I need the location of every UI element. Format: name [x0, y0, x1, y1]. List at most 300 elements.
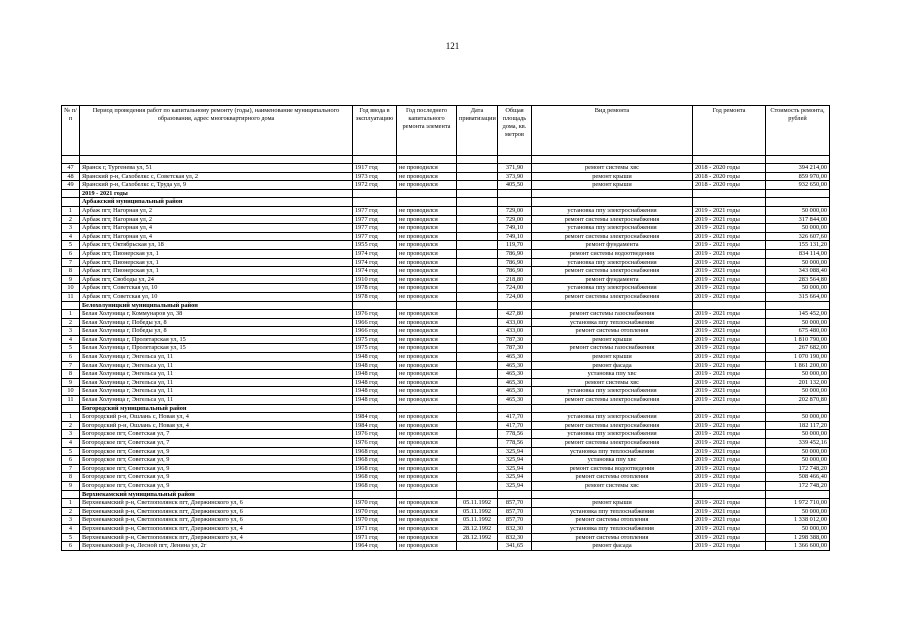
row-last-repair: не проводился [397, 456, 457, 465]
row-address: Белая Холуница г, Коммунаров ул, 38 [80, 310, 353, 319]
row-area: 119,70 [498, 241, 532, 250]
table-row [62, 387, 830, 396]
row-num: 7 [62, 258, 80, 267]
row-cost: 394 214,00 [766, 164, 830, 173]
row-address: Белая Холуница г, Пролетарская ул, 15 [80, 344, 353, 353]
table-body [62, 164, 830, 551]
group-empty-cell [457, 404, 498, 413]
row-cost: 834 114,00 [766, 249, 830, 258]
table-row [62, 344, 830, 353]
row-cost: 283 564,80 [766, 275, 830, 284]
table-row [62, 249, 830, 258]
row-work-type: ремонт системы электроснабжения [532, 267, 693, 276]
row-privatization [457, 421, 498, 430]
row-year-built: 1977 год [353, 206, 397, 215]
row-cost: 172 748,20 [766, 464, 830, 473]
row-area: 325,94 [498, 447, 532, 456]
group-empty-cell [457, 301, 498, 310]
row-work-type: ремонт фасада [532, 542, 693, 551]
row-repair-year: 2019 - 2021 годы [693, 447, 766, 456]
row-privatization [457, 361, 498, 370]
row-area: 857,70 [498, 499, 532, 508]
row-num: 2 [62, 507, 80, 516]
row-num: 4 [62, 232, 80, 241]
row-address: Белая Холуница г, Энгельса ул, 11 [80, 378, 353, 387]
row-last-repair: не проводился [397, 421, 457, 430]
row-repair-year: 2018 - 2020 годы [693, 172, 766, 181]
group-empty-cell [353, 490, 397, 499]
header-area: Общая площадь дома, кв. метров [498, 106, 532, 156]
table-row [62, 206, 830, 215]
header-work-type: Вид ремонта [532, 106, 693, 156]
row-privatization [457, 447, 498, 456]
row-work-type: ремонт системы отопления [532, 533, 693, 542]
row-privatization [457, 456, 498, 465]
row-address: Верхнекамский р-н, Светлополянск пгт, Дзержинского ул, 6 [80, 507, 353, 516]
row-year-built: 1968 год [353, 473, 397, 482]
row-num: 3 [62, 327, 80, 336]
row-num: 1 [62, 206, 80, 215]
row-last-repair: не проводился [397, 275, 457, 284]
row-num: 10 [62, 284, 80, 293]
row-privatization [457, 542, 498, 551]
row-work-type: ремонт системы хвс [532, 378, 693, 387]
row-num: 2 [62, 215, 80, 224]
row-work-type: ремонт системы электроснабжения [532, 215, 693, 224]
row-last-repair: не проводился [397, 413, 457, 422]
row-num: 8 [62, 370, 80, 379]
row-work-type: ремонт системы отопления [532, 473, 693, 482]
row-area: 857,70 [498, 507, 532, 516]
row-repair-year: 2019 - 2021 годы [693, 258, 766, 267]
row-cost: 155 131,20 [766, 241, 830, 250]
row-address: Богородское пгт, Советская ул, 9 [80, 447, 353, 456]
row-area: 786,90 [498, 267, 532, 276]
row-year-built: 1964 год [353, 542, 397, 551]
row-repair-year: 2019 - 2021 годы [693, 224, 766, 233]
row-cost: 315 664,00 [766, 292, 830, 301]
row-cost: 50 000,00 [766, 224, 830, 233]
row-privatization [457, 413, 498, 422]
table-row [62, 258, 830, 267]
row-num: 9 [62, 378, 80, 387]
row-repair-year: 2019 - 2021 годы [693, 499, 766, 508]
row-year-built: 1978 год [353, 284, 397, 293]
row-cost: 343 088,40 [766, 267, 830, 276]
row-work-type: установка ппу электроснабжения [532, 284, 693, 293]
row-num: 4 [62, 439, 80, 448]
table-row [62, 275, 830, 284]
row-repair-year: 2019 - 2021 годы [693, 327, 766, 336]
row-address: Арбаж пгт, Советская ул, 10 [80, 284, 353, 293]
group-label: Верхнекамский муниципальный район [80, 490, 353, 499]
table-row [62, 413, 830, 422]
group-empty-cell [498, 404, 532, 413]
row-area: 371,90 [498, 164, 532, 173]
group-empty-cell [693, 198, 766, 207]
row-address: Арбаж пгт, Пионерская ул, 1 [80, 258, 353, 267]
row-address: Арбаж пгт, Нагорная ул, 4 [80, 232, 353, 241]
row-address: Богородское пгт, Советская ул, 9 [80, 464, 353, 473]
row-area: 465,30 [498, 353, 532, 362]
row-last-repair: не проводился [397, 206, 457, 215]
row-cost: 50 000,00 [766, 206, 830, 215]
row-num: 9 [62, 275, 80, 284]
row-privatization [457, 318, 498, 327]
row-area: 465,30 [498, 387, 532, 396]
row-area: 749,10 [498, 232, 532, 241]
table-row [62, 447, 830, 456]
row-year-built: 1976 год [353, 430, 397, 439]
row-address: Богородский р-н, Ошлань с, Новая ул, 4 [80, 421, 353, 430]
row-num: 7 [62, 464, 80, 473]
row-cost: 182 117,20 [766, 421, 830, 430]
row-num: 2 [62, 318, 80, 327]
header-spacer-row [62, 156, 830, 164]
row-year-built: 1948 год [353, 387, 397, 396]
row-repair-year: 2019 - 2021 годы [693, 267, 766, 276]
row-privatization [457, 439, 498, 448]
row-last-repair: не проводился [397, 318, 457, 327]
row-year-built: 1975 год [353, 335, 397, 344]
row-cost: 317 844,00 [766, 215, 830, 224]
row-privatization: 05.11.1992 [457, 507, 498, 516]
row-work-type: установка ппу теплоснабжения [532, 318, 693, 327]
page-number: 121 [445, 41, 460, 51]
row-repair-year: 2019 - 2021 годы [693, 370, 766, 379]
row-area: 857,70 [498, 516, 532, 525]
row-num: 1 [62, 310, 80, 319]
row-work-type: установка ппу электроснабжения [532, 430, 693, 439]
row-work-type: установка ппу электроснабжения [532, 258, 693, 267]
row-repair-year: 2019 - 2021 годы [693, 318, 766, 327]
group-empty-cell [766, 404, 830, 413]
row-year-built: 1977 год [353, 232, 397, 241]
row-num: 2 [62, 421, 80, 430]
group-label: 2019 - 2021 годы [80, 189, 353, 198]
row-year-built: 1955 год [353, 241, 397, 250]
row-privatization [457, 267, 498, 276]
row-work-type: ремонт системы отопления [532, 327, 693, 336]
row-cost: 326 607,60 [766, 232, 830, 241]
row-address: Богородское пгт, Советская ул, 7 [80, 439, 353, 448]
row-area: 724,00 [498, 292, 532, 301]
row-year-built: 1968 год [353, 447, 397, 456]
row-privatization [457, 292, 498, 301]
row-num: 6 [62, 456, 80, 465]
row-privatization [457, 430, 498, 439]
row-last-repair: не проводился [397, 533, 457, 542]
group-empty-cell [498, 301, 532, 310]
row-year-built: 1977 год [353, 215, 397, 224]
row-last-repair: не проводился [397, 473, 457, 482]
row-address: Арбаж пгт, Нагорная ул, 2 [80, 215, 353, 224]
row-year-built: 1968 год [353, 456, 397, 465]
row-year-built: 1984 год [353, 421, 397, 430]
row-area: 373,90 [498, 172, 532, 181]
group-empty-cell [532, 301, 693, 310]
row-privatization [457, 344, 498, 353]
row-area: 433,00 [498, 327, 532, 336]
header-last-repair: Год последнего капитального ремонта элемента [397, 106, 457, 156]
table-row [62, 310, 830, 319]
table-row [62, 327, 830, 336]
row-year-built: 1970 год [353, 516, 397, 525]
row-cost: 932 650,00 [766, 181, 830, 190]
row-repair-year: 2019 - 2021 годы [693, 232, 766, 241]
group-label: Богородский муниципальный район [80, 404, 353, 413]
row-work-type: установка ппу теплоснабжения [532, 447, 693, 456]
row-work-type: ремонт крыши [532, 181, 693, 190]
group-num-cell [62, 189, 80, 198]
row-last-repair: не проводился [397, 335, 457, 344]
group-empty-cell [397, 404, 457, 413]
row-year-built: 1970 год [353, 499, 397, 508]
row-area: 405,50 [498, 181, 532, 190]
group-header-row [62, 404, 830, 413]
row-cost: 1 298 388,00 [766, 533, 830, 542]
group-empty-cell [498, 490, 532, 499]
group-empty-cell [498, 198, 532, 207]
group-header-row [62, 490, 830, 499]
group-empty-cell [397, 490, 457, 499]
row-num: 47 [62, 164, 80, 173]
row-privatization: 05.11.1992 [457, 516, 498, 525]
row-work-type: ремонт фундамента [532, 275, 693, 284]
row-repair-year: 2019 - 2021 годы [693, 524, 766, 533]
group-empty-cell [397, 301, 457, 310]
row-num: 3 [62, 224, 80, 233]
row-repair-year: 2019 - 2021 годы [693, 387, 766, 396]
row-privatization [457, 481, 498, 490]
row-address: Верхнекамский р-н, Светлополянск пгт, Дзержинского ул, 6 [80, 516, 353, 525]
row-last-repair: не проводился [397, 284, 457, 293]
group-empty-cell [766, 198, 830, 207]
row-area: 465,30 [498, 378, 532, 387]
row-repair-year: 2019 - 2021 годы [693, 396, 766, 405]
group-num-cell [62, 404, 80, 413]
group-header-row [62, 198, 830, 207]
row-cost: 50 000,00 [766, 258, 830, 267]
row-num: 1 [62, 413, 80, 422]
row-address: Арбаж пгт, Советская ул, 10 [80, 292, 353, 301]
row-work-type: установка ппу электроснабжения [532, 224, 693, 233]
row-repair-year: 2019 - 2021 годы [693, 215, 766, 224]
row-work-type: ремонт системы электроснабжения [532, 232, 693, 241]
table-row [62, 335, 830, 344]
group-num-cell [62, 198, 80, 207]
row-address: Арбаж пгт, Свободы ул, 24 [80, 275, 353, 284]
row-num: 8 [62, 267, 80, 276]
table-row [62, 439, 830, 448]
row-area: 787,30 [498, 344, 532, 353]
row-repair-year: 2019 - 2021 годы [693, 335, 766, 344]
row-last-repair: не проводился [397, 249, 457, 258]
row-privatization [457, 206, 498, 215]
row-last-repair: не проводился [397, 344, 457, 353]
group-empty-cell [766, 301, 830, 310]
group-empty-cell [532, 198, 693, 207]
row-cost: 50 000,00 [766, 456, 830, 465]
row-privatization [457, 353, 498, 362]
row-repair-year: 2018 - 2020 годы [693, 181, 766, 190]
row-repair-year: 2018 - 2020 годы [693, 164, 766, 173]
row-privatization [457, 464, 498, 473]
header-year-built: Год ввода в эксплуатацию [353, 106, 397, 156]
row-repair-year: 2019 - 2021 годы [693, 464, 766, 473]
row-cost: 1 810 790,00 [766, 335, 830, 344]
table-row [62, 396, 830, 405]
row-num: 6 [62, 249, 80, 258]
row-year-built: 1977 год [353, 224, 397, 233]
group-empty-cell [353, 404, 397, 413]
row-privatization [457, 241, 498, 250]
table-row [62, 164, 830, 173]
row-privatization [457, 275, 498, 284]
row-privatization [457, 164, 498, 173]
row-year-built: 1976 год [353, 310, 397, 319]
row-address: Верхнекамский р-н, Светлополянск пгт, Дзержинского ул, 4 [80, 524, 353, 533]
row-cost: 859 970,00 [766, 172, 830, 181]
group-empty-cell [766, 490, 830, 499]
row-privatization [457, 181, 498, 190]
header-privatization: Дата приватизации [457, 106, 498, 156]
row-num: 49 [62, 181, 80, 190]
row-work-type: ремонт системы отопления [532, 516, 693, 525]
row-last-repair: не проводился [397, 232, 457, 241]
row-work-type: ремонт системы электроснабжения [532, 292, 693, 301]
row-area: 325,94 [498, 464, 532, 473]
row-last-repair: не проводился [397, 499, 457, 508]
table-row [62, 542, 830, 551]
row-privatization: 28.12.1992 [457, 533, 498, 542]
table-header-row [62, 106, 830, 156]
row-work-type: ремонт крыши [532, 499, 693, 508]
row-year-built: 1976 год [353, 439, 397, 448]
row-year-built: 1974 год [353, 258, 397, 267]
row-cost: 1 070 190,00 [766, 353, 830, 362]
table-row [62, 464, 830, 473]
row-num: 4 [62, 335, 80, 344]
table-row [62, 533, 830, 542]
row-repair-year: 2019 - 2021 годы [693, 241, 766, 250]
row-privatization [457, 310, 498, 319]
row-num: 11 [62, 396, 80, 405]
row-repair-year: 2019 - 2021 годы [693, 344, 766, 353]
row-area: 465,30 [498, 370, 532, 379]
row-num: 5 [62, 533, 80, 542]
row-area: 427,80 [498, 310, 532, 319]
row-year-built: 1971 год [353, 533, 397, 542]
row-last-repair: не проводился [397, 164, 457, 173]
row-address: Богородский р-н, Ошлань с, Новая ул, 4 [80, 413, 353, 422]
row-last-repair: не проводился [397, 396, 457, 405]
row-work-type: ремонт системы хвс [532, 481, 693, 490]
group-empty-cell [693, 404, 766, 413]
group-empty-cell [353, 301, 397, 310]
group-empty-cell [397, 198, 457, 207]
group-header-row [62, 301, 830, 310]
row-cost: 339 452,16 [766, 439, 830, 448]
row-last-repair: не проводился [397, 378, 457, 387]
row-num: 7 [62, 361, 80, 370]
group-empty-cell [693, 490, 766, 499]
row-last-repair: не проводился [397, 310, 457, 319]
group-empty-cell [397, 189, 457, 198]
row-year-built: 1973 год [353, 172, 397, 181]
row-num: 4 [62, 524, 80, 533]
table-row [62, 421, 830, 430]
row-year-built: 1917 год [353, 164, 397, 173]
row-address: Верхнекамский р-н, Лесной пгт, Ленина ул, 2г [80, 542, 353, 551]
group-empty-cell [532, 490, 693, 499]
group-empty-cell [353, 189, 397, 198]
row-num: 1 [62, 499, 80, 508]
row-year-built: 1984 год [353, 413, 397, 422]
row-year-built: 1966 год [353, 327, 397, 336]
row-work-type: ремонт системы электроснабжения [532, 396, 693, 405]
group-empty-cell [532, 189, 693, 198]
row-repair-year: 2019 - 2021 годы [693, 249, 766, 258]
row-area: 341,65 [498, 542, 532, 551]
row-last-repair: не проводился [397, 542, 457, 551]
row-cost: 1 972 710,00 [766, 499, 830, 508]
row-privatization [457, 258, 498, 267]
row-area: 786,90 [498, 258, 532, 267]
row-repair-year: 2019 - 2021 годы [693, 413, 766, 422]
row-work-type: ремонт фасада [532, 361, 693, 370]
row-address: Яранский р-н, Сахобелкс с, Труда ул, 9 [80, 181, 353, 190]
row-address: Яранск г, Тургенева ул, 51 [80, 164, 353, 173]
row-last-repair: не проводился [397, 524, 457, 533]
row-area: 832,30 [498, 533, 532, 542]
row-work-type: установка ппу электроснабжения [532, 206, 693, 215]
row-area: 325,94 [498, 456, 532, 465]
row-privatization [457, 396, 498, 405]
row-last-repair: не проводился [397, 439, 457, 448]
row-address: Верхнекамский р-н, Светлополянск пгт, Дзержинского ул, 6 [80, 499, 353, 508]
row-repair-year: 2019 - 2021 годы [693, 507, 766, 516]
row-last-repair: не проводился [397, 224, 457, 233]
row-privatization: 28.12.1992 [457, 524, 498, 533]
row-num: 5 [62, 241, 80, 250]
row-last-repair: не проводился [397, 430, 457, 439]
row-cost: 508 466,40 [766, 473, 830, 482]
row-year-built: 1971 год [353, 524, 397, 533]
row-address: Арбаж пгт, Пионерская ул, 1 [80, 267, 353, 276]
row-num: 3 [62, 516, 80, 525]
row-year-built: 1975 год [353, 344, 397, 353]
row-last-repair: не проводился [397, 172, 457, 181]
row-cost: 267 682,00 [766, 344, 830, 353]
row-work-type: ремонт фундамента [532, 241, 693, 250]
table-row [62, 361, 830, 370]
header-repair-year: Год ремонта [693, 106, 766, 156]
row-privatization [457, 387, 498, 396]
group-empty-cell [766, 189, 830, 198]
row-last-repair: не проводился [397, 370, 457, 379]
row-address: Белая Холуница г, Энгельса ул, 11 [80, 370, 353, 379]
row-last-repair: не проводился [397, 292, 457, 301]
row-repair-year: 2019 - 2021 годы [693, 516, 766, 525]
table-row [62, 516, 830, 525]
row-privatization [457, 327, 498, 336]
row-cost: 50 000,00 [766, 507, 830, 516]
row-cost: 675 480,00 [766, 327, 830, 336]
group-empty-cell [457, 189, 498, 198]
row-work-type: ремонт системы газоснабжения [532, 310, 693, 319]
table-row [62, 224, 830, 233]
